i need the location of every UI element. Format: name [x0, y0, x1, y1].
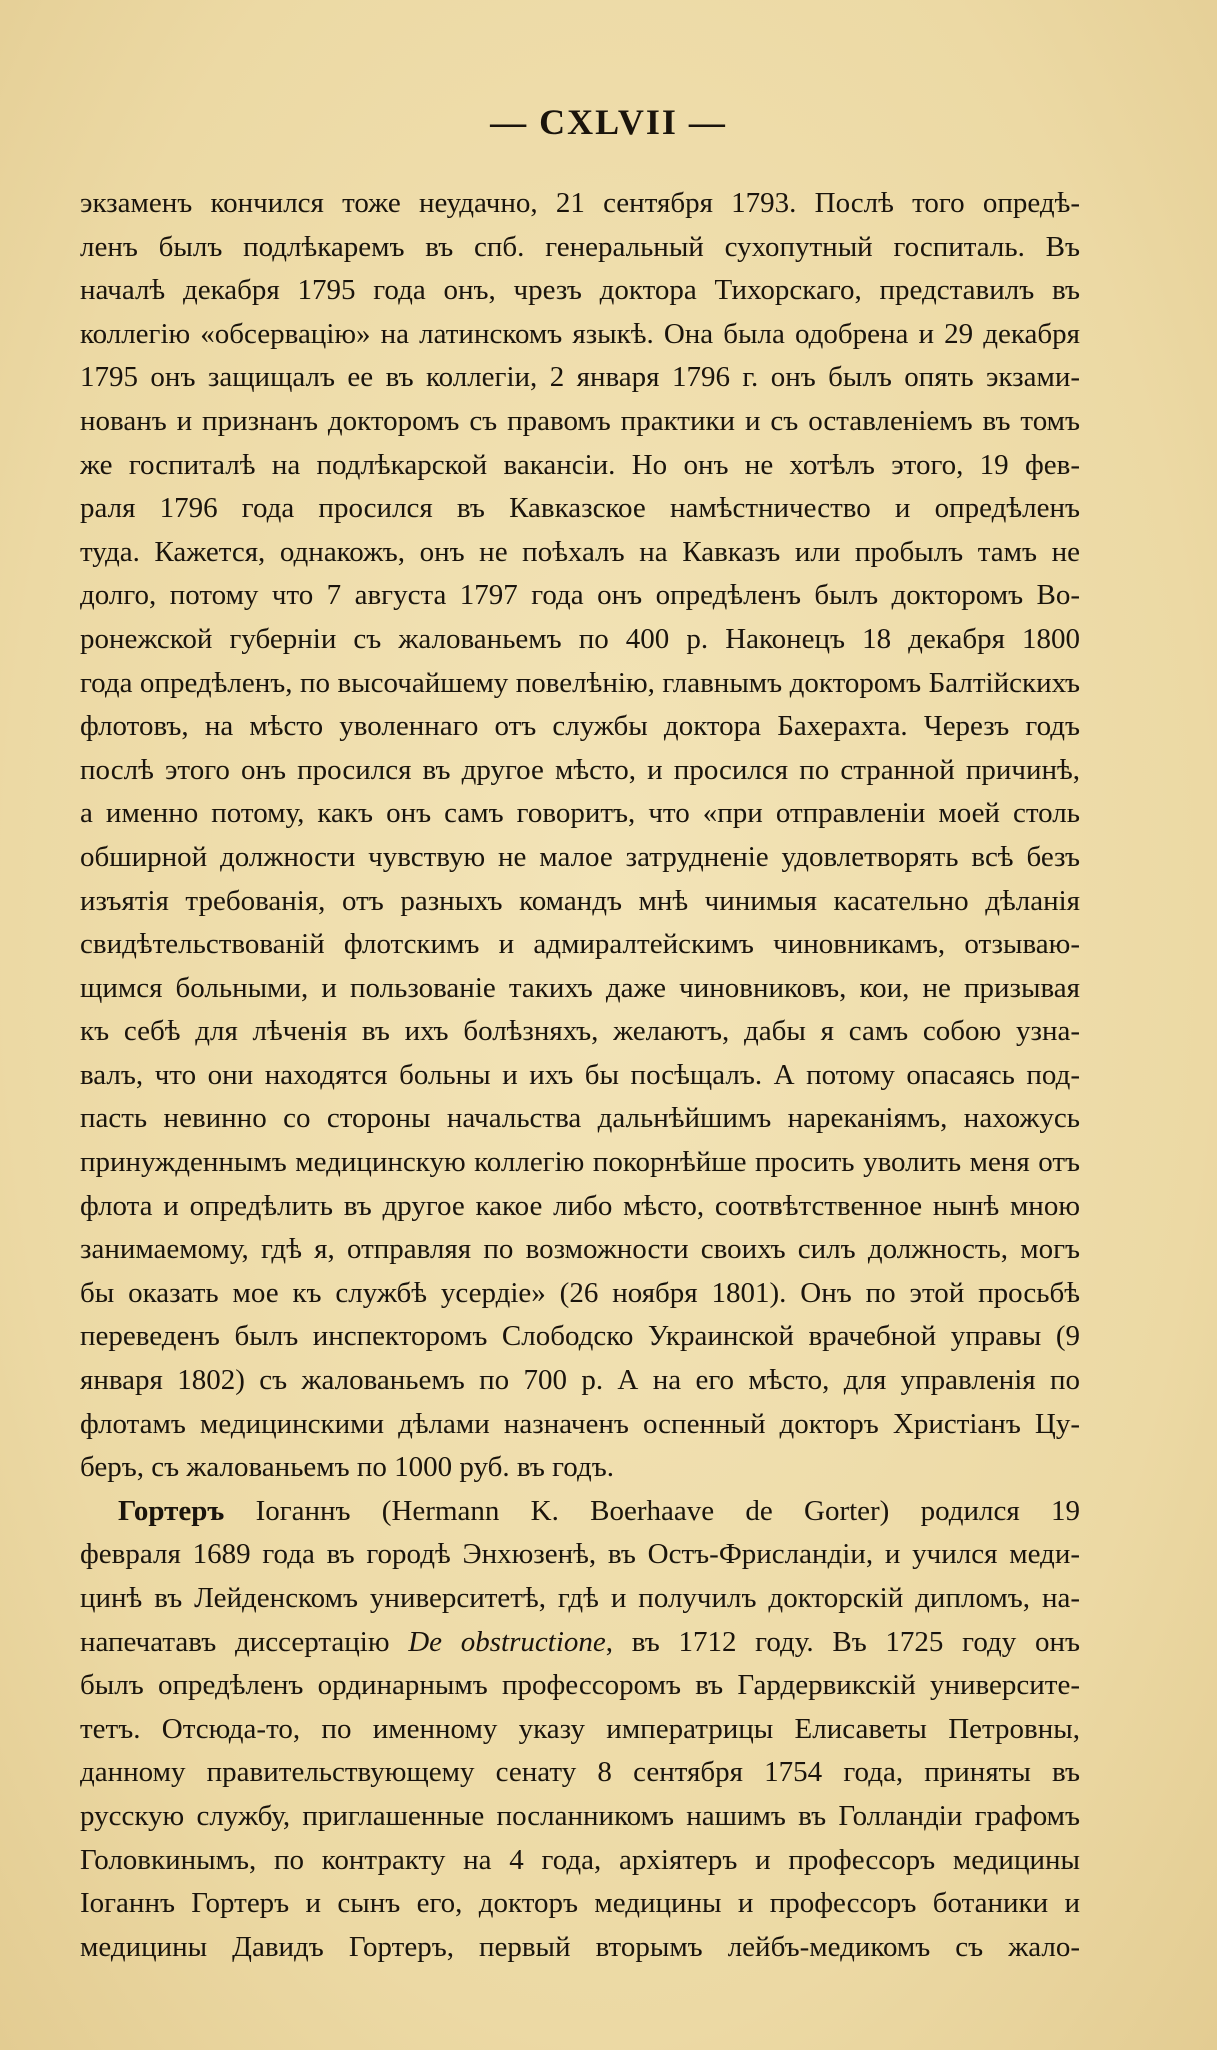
text-line: русскую службу, приглашенные посланникомъ нашимъ въ Голландіи графомъ	[80, 1799, 1080, 1832]
text-line: а именно потому, какъ онъ самъ говоритъ, что «при отправленіи моей столь	[80, 797, 1080, 830]
text-fragment: напечатавъ диссертацію	[80, 1625, 409, 1658]
text-line: экзаменъ кончился тоже неудачно, 21 сентября 1793. Послѣ того опредѣ-	[80, 187, 1080, 219]
text-line	[80, 1621, 1080, 1665]
text-line: же госпиталѣ на подлѣкарской вакансіи. Но онъ не хотѣлъ этого, 19 фев-	[80, 448, 1080, 481]
text-line: занимаемому, гдѣ я, отправляя по возможности своихъ силъ должность, могъ	[80, 1233, 1080, 1266]
dissertation-title: De obstructione	[408, 1625, 606, 1658]
text-line: свидѣтельствованій флотскимъ и адмиралтейскимъ чиновникамъ, отзываю-	[80, 928, 1080, 961]
text-line: щимся больными, и пользованіе такихъ даже чиновниковъ, кои, не призывая	[80, 971, 1080, 1004]
text-line: раля 1796 года просился въ Кавказское намѣстничество и опредѣленъ	[80, 492, 1080, 525]
entry-name: Гортеръ	[118, 1494, 225, 1527]
text-line: нованъ и признанъ докторомъ съ правомъ практики и съ оставленіемъ въ томъ	[80, 404, 1080, 437]
text-line: долго, потому что 7 августа 1797 года онъ опредѣленъ былъ докторомъ Во-	[80, 579, 1080, 612]
text-line: началѣ декабря 1795 года онъ, чрезъ доктора Тихорскаго, представилъ въ	[80, 274, 1080, 307]
text-line	[80, 1490, 1080, 1534]
text-line: февраля 1689 года въ городѣ Энхюзенѣ, въ Остъ-Фрисландіи, и учился меди-	[80, 1538, 1080, 1571]
paragraph-2	[80, 1490, 1080, 1970]
text-line: медицины Давидъ Гортеръ, первый вторымъ лейбъ-медикомъ съ жало-	[80, 1930, 1080, 1963]
text-line: пасть невинно со стороны начальства дальнѣйшимъ нареканіямъ, нахожусь	[80, 1102, 1080, 1135]
text-line: тетъ. Отсюда-то, по именному указу императрицы Елисаветы Петровны,	[80, 1712, 1080, 1745]
page-body	[80, 182, 1080, 1969]
text-line: Головкинымъ, по контракту на 4 года, архіятеръ и профессоръ медицины	[80, 1843, 1080, 1876]
text-fragment: , въ 1712 году. Въ 1725 году онъ	[605, 1625, 1080, 1658]
text-line: беръ, съ жалованьемъ по 1000 руб. въ годъ.	[80, 1451, 614, 1484]
text-line: изъятія требованія, отъ разныхъ командъ мнѣ чинимыя касательно дѣланія	[80, 884, 1080, 917]
text-line: данному правительствующему сенату 8 сентября 1754 года, приняты въ	[80, 1756, 1080, 1789]
text-line: января 1802) съ жалованьемъ по 700 р. А на его мѣсто, для управленія по	[80, 1364, 1080, 1397]
text-line: года опредѣленъ, по высочайшему повелѣнію, главнымъ докторомъ Балтійскихъ	[80, 666, 1080, 699]
text-line: принужденнымъ медицинскую коллегію покорнѣйше просить уволить меня отъ	[80, 1146, 1080, 1179]
text-line: ленъ былъ подлѣкаремъ въ спб. генеральный сухопутный госпиталь. Въ	[80, 230, 1080, 263]
text-line: валъ, что они находятся больны и ихъ бы посѣщалъ. А потому опасаясь под-	[80, 1058, 1080, 1091]
text-line: бы оказать мое къ службѣ усердіе» (26 ноября 1801). Онъ по этой просьбѣ	[80, 1276, 1080, 1309]
text-line: 1795 онъ защищалъ ее въ коллегіи, 2 января 1796 г. онъ былъ опять экзами-	[80, 361, 1080, 394]
text-line: флотамъ медицинскими дѣлами назначенъ оспенный докторъ Христіанъ Цу-	[80, 1407, 1080, 1440]
text-line: Іоганнъ Гортеръ и сынъ его, докторъ медицины и профессоръ ботаники и	[80, 1887, 1080, 1920]
text-line: цинѣ въ Лейденскомъ университетѣ, гдѣ и получилъ докторскій дипломъ, на-	[80, 1582, 1080, 1614]
text-line: послѣ этого онъ просился въ другое мѣсто, и просился по странной причинѣ,	[80, 753, 1080, 786]
text-line: флота и опредѣлить въ другое какое либо мѣсто, соотвѣтственное нынѣ мною	[80, 1189, 1080, 1222]
text-line: флотовъ, на мѣсто уволеннаго отъ службы доктора Бахерахта. Черезъ годъ	[80, 710, 1080, 743]
text-line: обширной должности чувствую не малое затрудненіе удовлетворять всѣ безъ	[80, 840, 1080, 873]
paragraph-1	[80, 182, 1080, 1490]
entry-heading-rest: Іоганнъ (Hermann K. Boerhaave de Gorter) родился 19	[224, 1494, 1080, 1527]
text-line: былъ опредѣленъ ординарнымъ профессоромъ въ Гардервикскій университе-	[80, 1669, 1080, 1702]
text-line: туда. Кажется, однакожъ, онъ не поѣхалъ на Кавказъ или пробылъ тамъ не	[80, 535, 1080, 568]
text-line: переведенъ былъ инспекторомъ Слободско Украинской врачебной управы (9	[80, 1320, 1080, 1353]
text-line: ронежской губерніи съ жалованьемъ по 400 р. Наконецъ 18 декабря 1800	[80, 622, 1080, 655]
text-line: къ себѣ для лѣченія въ ихъ болѣзняхъ, желаютъ, дабы я самъ собою узна-	[80, 1015, 1080, 1048]
text-line: коллегію «обсервацію» на латинскомъ языкѣ. Она была одобрена и 29 декабря	[80, 317, 1080, 350]
page-number: — CXLVII —	[490, 102, 727, 142]
